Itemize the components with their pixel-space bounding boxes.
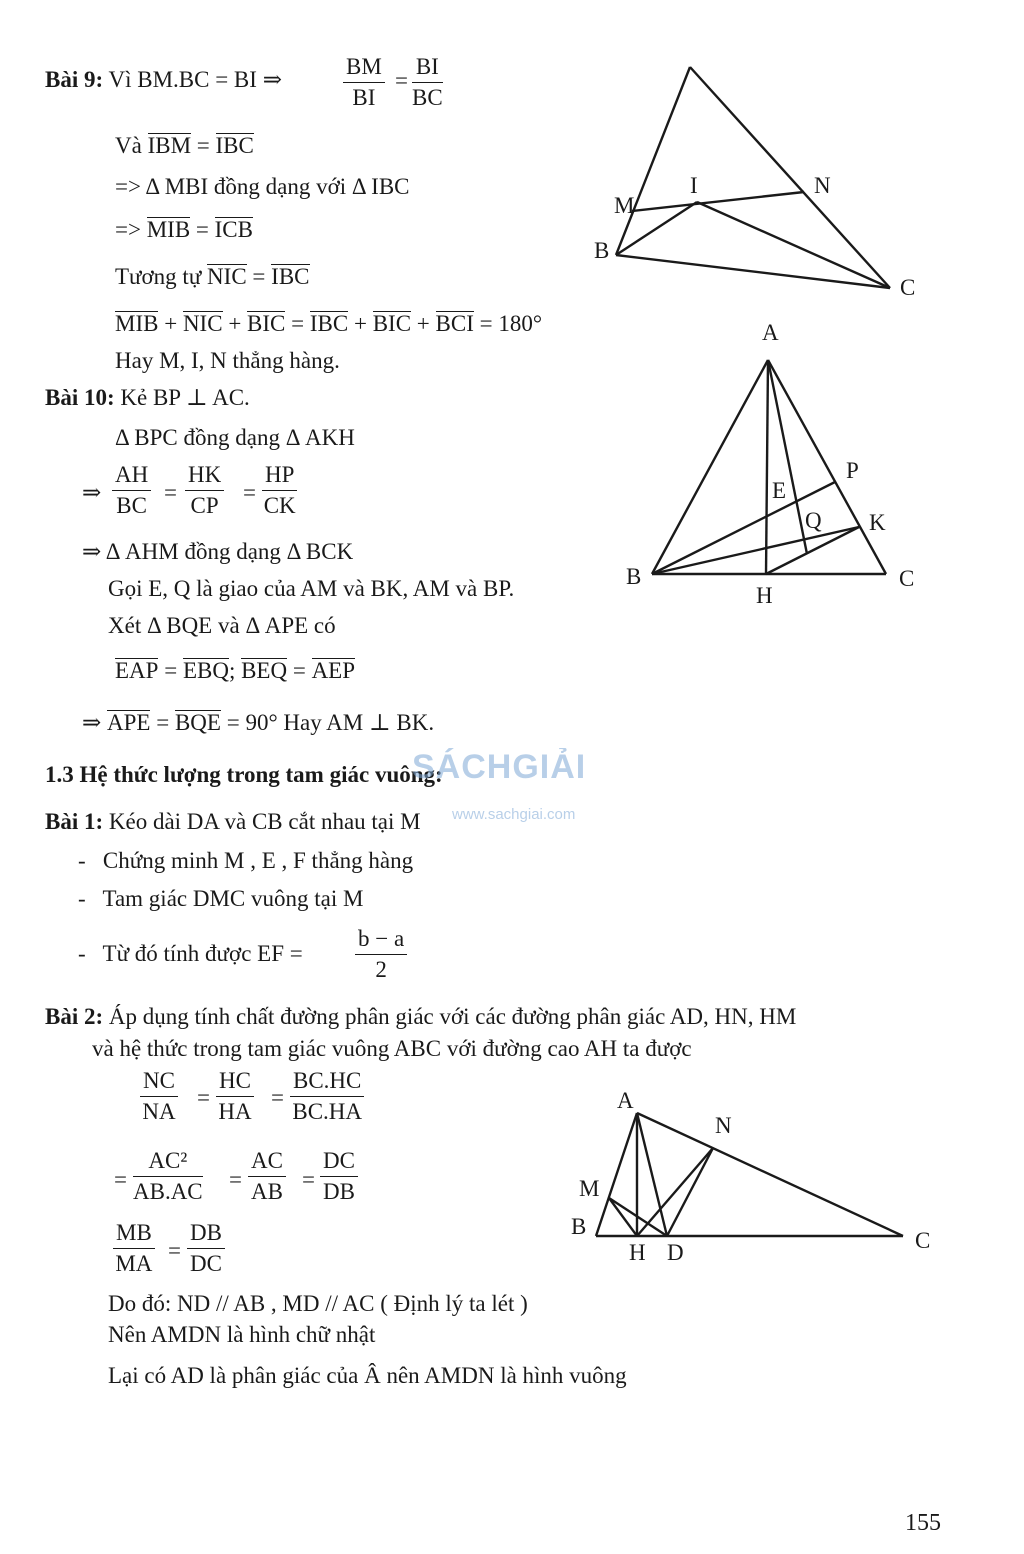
- bai9-line7: Hay M, I, N thẳng hàng.: [115, 348, 340, 373]
- bai10-line2: Δ BPC đồng dạng Δ AKH: [115, 425, 355, 450]
- fig1-side-bc: [616, 255, 890, 288]
- bai9-heading: Bài 9:: [45, 67, 104, 92]
- s-bai2-frac-ac-ab: $\frac{AC}{AB}$: [248, 1148, 286, 1205]
- bai9-line1: [45, 66, 282, 94]
- bai9-line4: => MIB = ICB: [115, 217, 253, 242]
- s-bai2-line5: Lại có AD là phân giác của Â nên AMDN là hình vuông: [108, 1363, 627, 1388]
- fig1-label-i: I: [690, 173, 698, 198]
- bai10-line8: ⇒ APE = BQE = 90° Hay AM ⊥ BK.: [82, 710, 435, 735]
- s-bai2-frac-bchc-bcha: $\frac{BC.HC}{BC.HA}$: [290, 1068, 364, 1125]
- bai9-line5: Tương tự NIC = IBC: [115, 264, 310, 289]
- fig2-seg-am: [768, 360, 807, 554]
- fig3-side-ab: [596, 1113, 637, 1236]
- fig3-label-h: H: [629, 1240, 646, 1265]
- watermark-brand: SÁCHGIẢI: [412, 748, 587, 786]
- implies-arrow: ⇒: [262, 67, 282, 92]
- angle-mib: MIB: [146, 217, 191, 242]
- bai10-line7: EAP = EBQ; BEQ = AEP: [115, 658, 356, 683]
- fig2-label-c: C: [899, 566, 915, 591]
- bai10-line4: ⇒ Δ AHM đồng dạng Δ BCK: [82, 539, 354, 564]
- fig2-seg-bk: [652, 527, 859, 574]
- angle-ibm: IBM: [147, 133, 192, 158]
- angle-nic: NIC: [207, 264, 247, 289]
- bai9-line2: Và IBM = IBC: [115, 133, 254, 158]
- bai9-eq: =: [395, 68, 408, 93]
- s-bai2-line4: Nên AMDN là hình chữ nhật: [108, 1322, 376, 1347]
- fig2-label-k: K: [869, 510, 886, 535]
- fig2-side-ab: [652, 360, 768, 574]
- fig3-label-m: M: [579, 1176, 600, 1201]
- figure-s-bai2: [565, 1088, 945, 1273]
- fig3-label-a: A: [617, 1088, 634, 1113]
- bai10-line5: Gọi E, Q là giao của AM và BK, AM và BP.: [108, 576, 515, 601]
- s-bai2-frac-ac2-abac: $\frac{\text{AC²}}{AB.AC}$: [133, 1148, 203, 1204]
- fig2-label-p: P: [846, 458, 859, 483]
- watermark-url: www.sachgiai.com: [452, 806, 576, 823]
- bai9-line3: => Δ MBI đồng dạng với Δ IBC: [115, 174, 410, 199]
- fig2-seg-hk: [766, 527, 859, 574]
- page-number: 155: [905, 1510, 941, 1536]
- angle-icb: ICB: [214, 217, 253, 242]
- s-bai1-frac: $\frac{b - a}{2}$: [355, 926, 407, 983]
- fig3-label-d: D: [667, 1240, 684, 1265]
- bai10-heading: Bài 10:: [45, 385, 115, 410]
- s-bai1-bullet2: - Tam giác DMC vuông tại M: [78, 886, 364, 911]
- fig2-label-h: H: [756, 583, 773, 608]
- fig1-side-ac: [690, 67, 890, 288]
- s-bai2-line3: Do đó: ND // AB , MD // AC ( Định lý ta lét ): [108, 1291, 528, 1316]
- angle-ibc-2: IBC: [271, 264, 310, 289]
- fig1-seg-mn: [632, 192, 804, 211]
- fig3-label-c: C: [915, 1228, 931, 1253]
- s-bai1-line1: Bài 1: Kéo dài DA và CB cắt nhau tại M: [45, 809, 421, 834]
- fig2-label-e: E: [772, 478, 787, 503]
- s-bai1-bullet1: - Chứng minh M , E , F thẳng hàng: [78, 848, 414, 873]
- s-bai2-line1: Bài 2: Áp dụng tính chất đường phân giác với các đường phân giác AD, HN, HM: [45, 1004, 797, 1029]
- angle-ibc: IBC: [215, 133, 254, 158]
- fig2-label-q: Q: [805, 508, 822, 533]
- fig3-label-b: B: [571, 1214, 587, 1239]
- fig1-side-ab: [616, 67, 690, 255]
- fig3-label-n: N: [715, 1113, 732, 1138]
- s-bai2-frac-dc-db: $\frac{DC}{DB}$: [320, 1148, 358, 1205]
- bai10-frac-hp-ck: $\frac{HP}{CK}$: [263, 462, 296, 518]
- s-bai2-frac-mb-ma: $\frac{MB}{MA}$: [113, 1220, 155, 1277]
- bai10-frac-ah-bc: $\frac{AH}{BC}$: [112, 462, 151, 519]
- fig1-label-b: B: [594, 238, 610, 263]
- bai9-fraction-1: $\frac{BM}{BI}$: [343, 54, 385, 111]
- s-bai2-heading: Bài 2:: [45, 1004, 104, 1029]
- fig1-label-m: M: [614, 193, 635, 218]
- bai9-fraction-2: $\frac{BI}{BC}$: [412, 54, 443, 110]
- fig2-label-b: B: [626, 564, 642, 589]
- s-bai1-heading: Bài 1:: [45, 809, 104, 834]
- s-bai2-frac-db-dc: $\frac{DB}{DC}$: [187, 1220, 225, 1277]
- fig1-label-n: N: [814, 173, 831, 198]
- bai9-line6: MIB + NIC + BIC = IBC + BIC + BCI = 180°: [115, 311, 543, 336]
- fig2-altitude-ah: [766, 360, 768, 574]
- figure-bai9: [560, 55, 940, 315]
- bai10-frac-hk-cp: $\frac{HK}{CP}$: [185, 462, 224, 519]
- s-bai1-bullet3: - Từ đó tính được EF =: [78, 941, 303, 966]
- bai10-line6: Xét Δ BQE và Δ APE có: [108, 613, 336, 638]
- bai10-arrow: ⇒: [82, 480, 102, 505]
- fig2-label-a: A: [762, 320, 779, 345]
- s-bai2-frac-hc-ha: $\frac{HC}{HA}$: [216, 1068, 254, 1125]
- angle-a-hat: Â: [364, 1363, 381, 1388]
- s-bai2-line2: và hệ thức trong tam giác vuông ABC với đường cao AH ta được: [92, 1036, 692, 1061]
- bai10-line1: Bài 10: Kẻ BP ⊥ AC.: [45, 385, 250, 410]
- section-heading: 1.3 Hệ thức lượng trong tam giác vuông:: [45, 762, 443, 787]
- fig1-seg-ic: [697, 202, 890, 288]
- fig1-label-c: C: [900, 275, 916, 300]
- bai9-text-1: Vì BM.BC = BI: [108, 67, 257, 92]
- figure-bai10: [620, 318, 940, 613]
- s-bai2-frac-nc-na: $\frac{NC}{NA}$: [140, 1068, 178, 1125]
- fig3-seg-hm: [609, 1198, 637, 1236]
